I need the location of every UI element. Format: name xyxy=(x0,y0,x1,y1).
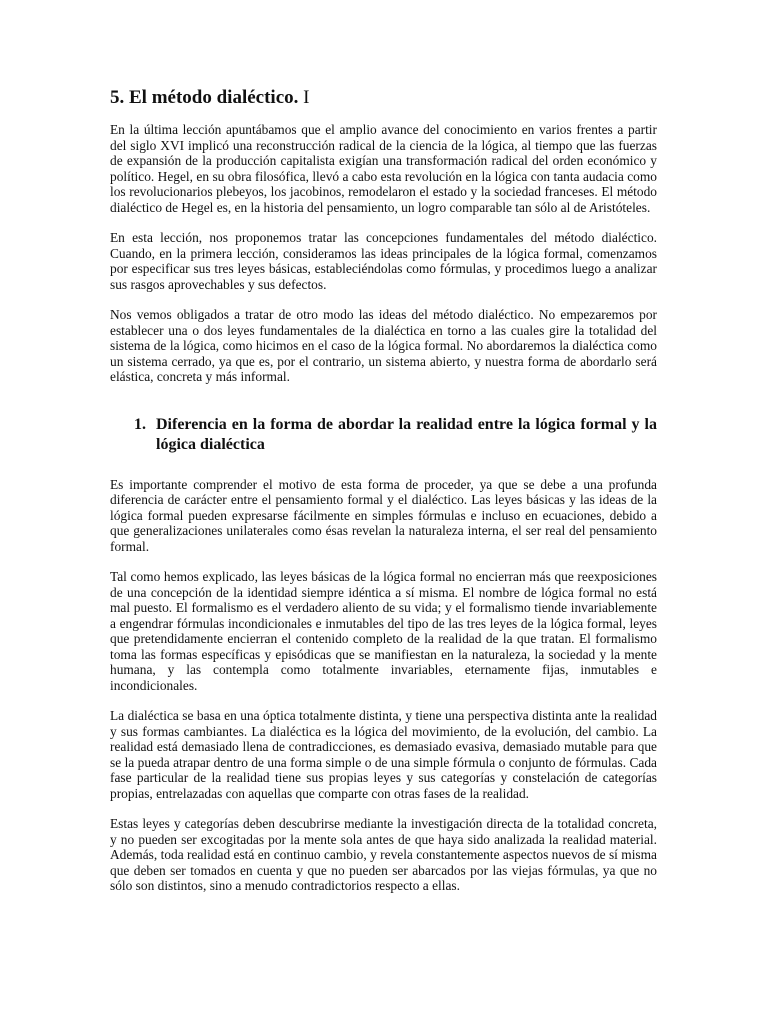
page-title-text: 5. El método dialéctico. xyxy=(110,87,299,108)
paragraph: Estas leyes y categorías deben descubrirse mediante la investigación directa de la totalidad concreta, y no pueden ser excogitadas por la mente sola antes de que haya sido analizada la realidad material. Además, toda realidad está en continuo cambio, y revela constantemente aspectos nuevos de sí misma que deben ser tomados en cuenta y que no pueden ser abarcados por las viejas fórmulas, ya que no sólo son distintos, sino a menudo contradictorios respecto a ellas. xyxy=(110,816,657,893)
paragraph: Nos vemos obligados a tratar de otro modo las ideas del método dialéctico. No empezaremos por establecer una o dos leyes fundamentales de la dialéctica en torno a las cuales gire la totalidad del sistema de la lógica, como hicimos en el caso de la lógica formal. No abordaremos la dialéctica como un sistema cerrado, ya que es, por el contrario, un sistema abierto, y nuestra forma de abordarlo será elástica, concreta y más informal. xyxy=(110,307,657,384)
section-heading-text: Diferencia en la forma de abordar la realidad entre la lógica formal y la lógica dialéctica xyxy=(156,415,657,453)
paragraph: Es importante comprender el motivo de esta forma de proceder, ya que se debe a una profunda diferencia de carácter entre el pensamiento formal y el dialéctico. Las leyes básicas y las ideas de la lógica formal pueden expresarse fácilmente en simples fórmulas e incluso en ecuaciones, debido a que generalizaciones unilaterales como ésas revelan la naturaleza interna, el ser real del pensamiento formal. xyxy=(110,476,657,554)
section-number: 1. xyxy=(134,415,146,433)
paragraph: La dialéctica se basa en una óptica totalmente distinta, y tiene una perspectiva distinta ante la realidad y sus formas cambiantes. La dialéctica es la lógica del movimiento, de la evolución, del cambio. La realidad está demasiado llena de contradicciones, es demasiado evasiva, demasiado mutable para que se la pueda atrapar dentro de una forma simple o de una simple fórmula o conjunto de fórmulas. Cada fase particular de la realidad tiene sus propias leyes y sus categorías y constelación de categorías propias, entrelazadas con aquellas que comparte con otras fases de la realidad. xyxy=(110,708,657,801)
page-title xyxy=(110,86,657,110)
document-page xyxy=(110,86,657,909)
paragraph: En la última lección apuntábamos que el amplio avance del conocimiento en varios frentes a partir del siglo XVI implicó una reconstrucción radical de la ciencia de la lógica, al tiempo que las fuerzas de expansión de la producción capitalista exigían una transformación radical del orden económico y político. Hegel, en su obra filosófica, llevó a cabo esta revolución en la lógica con tanta audacia como los revolucionarios plebeyos, los jacobinos, remodelaron el estado y la sociedad franceses. El método dialéctico de Hegel es, en la historia del pensamiento, un logro comparable tan sólo al de Aristóteles. xyxy=(110,122,657,215)
paragraph: Tal como hemos explicado, las leyes básicas de la lógica formal no encierran más que reexposiciones de una concepción de la identidad siempre idéntica a sí misma. El nombre de lógica formal no está mal puesto. El formalismo es el verdadero aliento de su vida; y el formalismo tiende invariablemente a engendrar fórmulas incondicionales e inmutables del tipo de las tres leyes de la lógica formal, leyes que pretendidamente encierran el contenido completo de la realidad de la que tratan. El formalismo toma las formas específicas y episódicas que se manifiestan en la naturaleza, la sociedad y la mente humana, y las contempla como totalmente invariables, eternamente fijas, inmutables e incondicionales. xyxy=(110,569,657,693)
section-heading xyxy=(110,415,657,455)
paragraph: En esta lección, nos proponemos tratar las concepciones fundamentales del método dialéctico. Cuando, en la primera lección, consideramos las ideas principales de la lógica formal, comenzamos por especificar sus tres leyes básicas, estableciéndolas como fórmulas, y procedimos luego a analizar sus rasgos aprovechables y sus defectos. xyxy=(110,230,657,292)
page-title-numeral: I xyxy=(303,87,310,108)
